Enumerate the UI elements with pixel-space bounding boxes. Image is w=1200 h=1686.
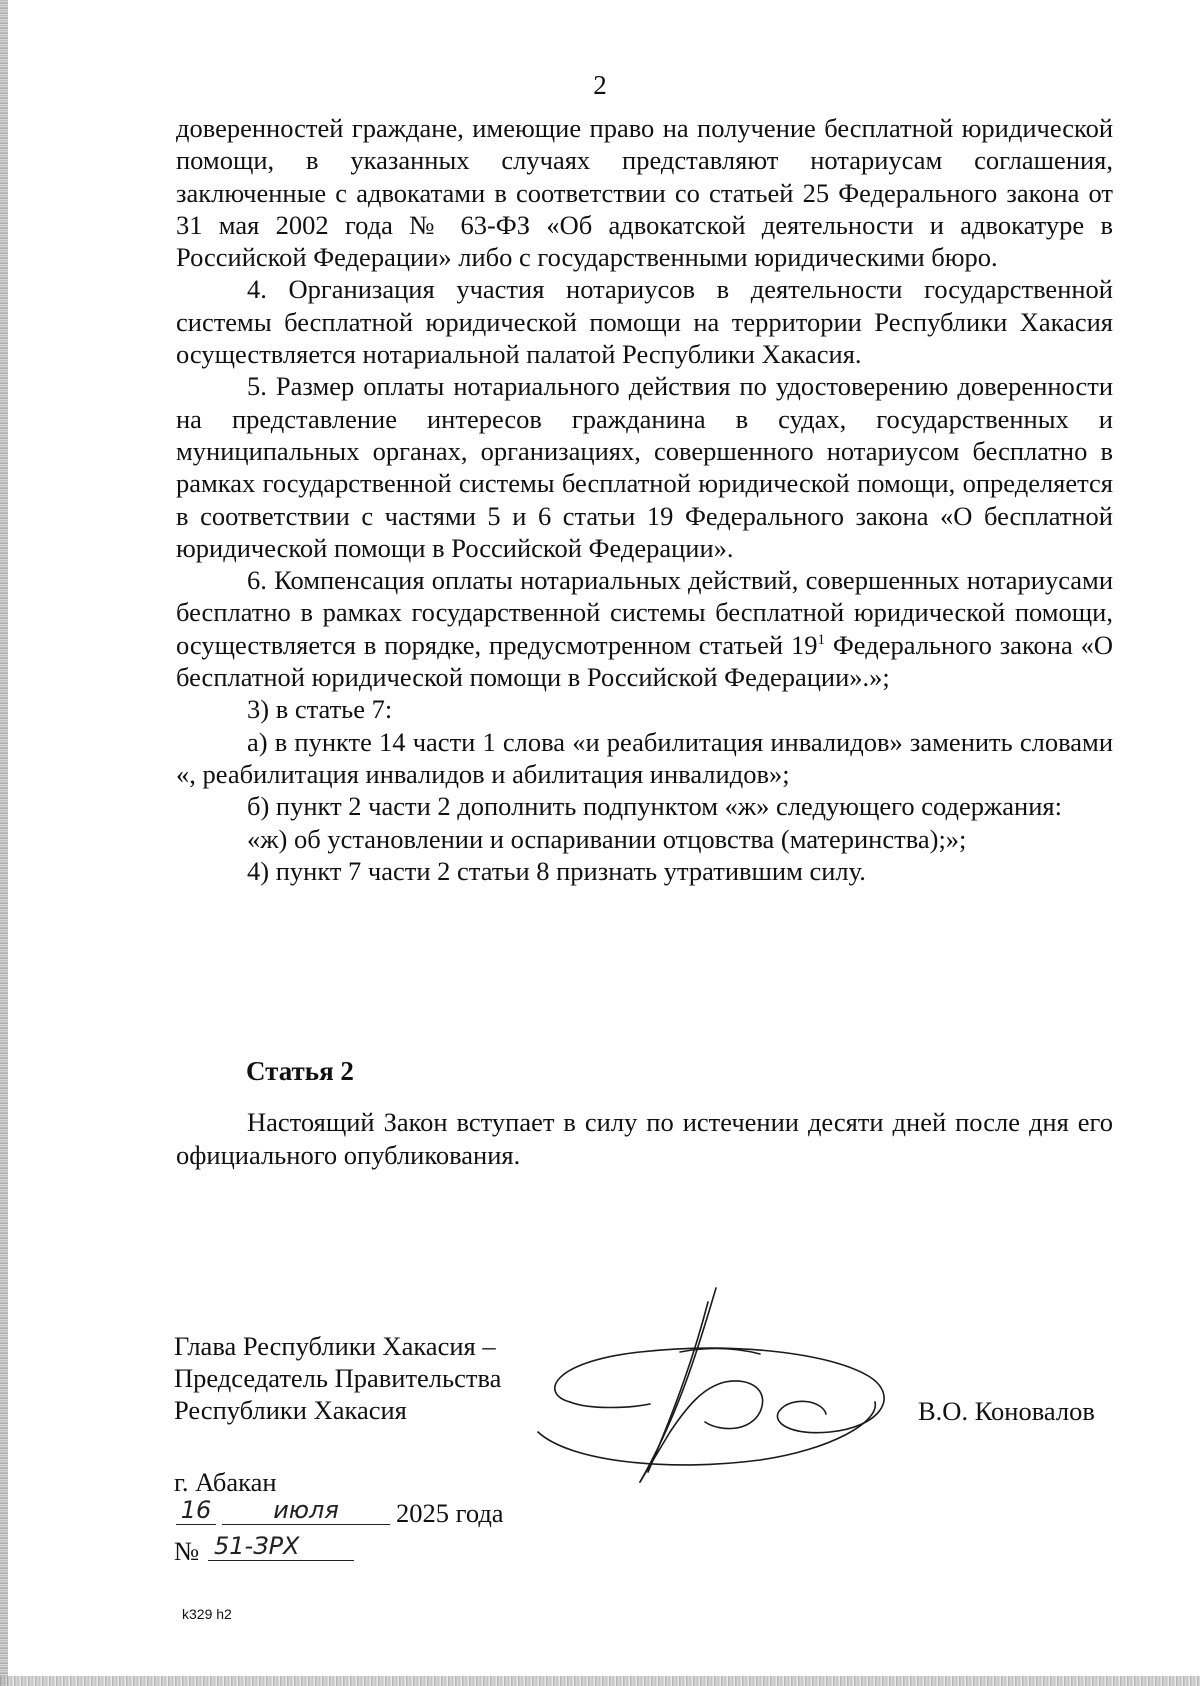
number-sign: №: [174, 1536, 200, 1566]
number-value-handwritten: 51-ЗРХ: [208, 1532, 354, 1561]
article-heading: Статья 2: [246, 1056, 354, 1086]
document-body: [176, 112, 1113, 887]
article-2-body: [176, 1106, 1113, 1172]
law-number: [174, 1532, 474, 1566]
paragraph-item-6-tail: Федерального закона «О бесплатной юридической помощи в Российской Федерации».»;: [176, 629, 1113, 693]
handwritten-signature: [530, 1282, 890, 1502]
page-number: 2: [593, 70, 607, 100]
date-year: 2025 года: [396, 1498, 504, 1528]
signatory-name: В.О. Коновалов: [918, 1396, 1095, 1426]
paragraph-sub-4: 4) пункт 7 части 2 статьи 8 признать утратившим силу.: [247, 855, 866, 886]
scan-edge-bottom: [0, 1676, 1200, 1686]
paragraph-sub-a: а) в пункте 14 части 1 слова «и реабилитация инвалидов» заменить словами «, реабилитация инвалидов и абилитация инвалидов»;: [176, 726, 1113, 789]
paragraph-sub-zh: «ж) об установлении и оспаривании отцовства (материнства);»;: [247, 823, 967, 854]
date-month-handwritten: июля: [222, 1496, 390, 1525]
place-of-signing: г. Абакан: [174, 1467, 277, 1497]
signatory-line-3: Республики Хакасия: [174, 1395, 407, 1425]
date-day-handwritten: 16: [176, 1496, 216, 1525]
article-2-text: Настоящий Закон вступает в силу по истечении десяти дней после дня его официального опубликования.: [176, 1107, 1113, 1170]
paragraph-continuation: доверенностей граждане, имеющие право на получение бесплатной юридической помощи, в указанных случаях представляют нотариусам соглашения, заключенные с адвокатами в соответствии со статьей 25 Федерального закона от 31 мая 2002 года № 63-ФЗ «Об адвокатской деятельности и адвокатуре в Российской Федерации» либо с государственными юридическими бюро.: [176, 113, 1113, 273]
paragraph-item-6: [176, 564, 1113, 693]
superscript-1: 1: [817, 631, 825, 648]
signatory-title: [174, 1330, 501, 1426]
paragraph-item-5: 5. Размер оплаты нотариального действия по удостоверению доверенности на представление интересов гражданина в судах, государственных и муниципальных органах, организациях, совершенного нотариусом бесплатно в рамках государственной системы бесплатной юридической помощи, определяется в соответствии с частями 5 и 6 статьи 19 Федерального закона «О бесплатной юридической помощи в Российской Федерации».: [176, 371, 1113, 563]
signatory-line-1: Глава Республики Хакасия –: [174, 1331, 496, 1361]
scan-edge-left: [0, 0, 8, 1686]
paragraph-item-4: 4. Организация участия нотариусов в деятельности государственной системы бесплатной юридической помощи на территории Республики Хакасия осуществляется нотариальной палатой Республики Хакасия.: [176, 274, 1113, 370]
footer-code: k329 h2: [182, 1606, 232, 1622]
paragraph-sub-3: 3) в статье 7:: [247, 694, 393, 725]
paragraph-item-6-text: 6. Компенсация оплаты нотариальных действий, совершенных нотариусами бесплатно в рамках государственной системы бесплатной юридической помощи, осуществляется в порядке, предусмотренном статьей 19: [176, 565, 1113, 660]
paragraph-sub-b: б) пункт 2 части 2 дополнить подпунктом «ж» следующего содержания:: [247, 791, 1062, 822]
signatory-line-2: Председатель Правительства: [174, 1363, 502, 1393]
signing-date: [174, 1496, 574, 1530]
